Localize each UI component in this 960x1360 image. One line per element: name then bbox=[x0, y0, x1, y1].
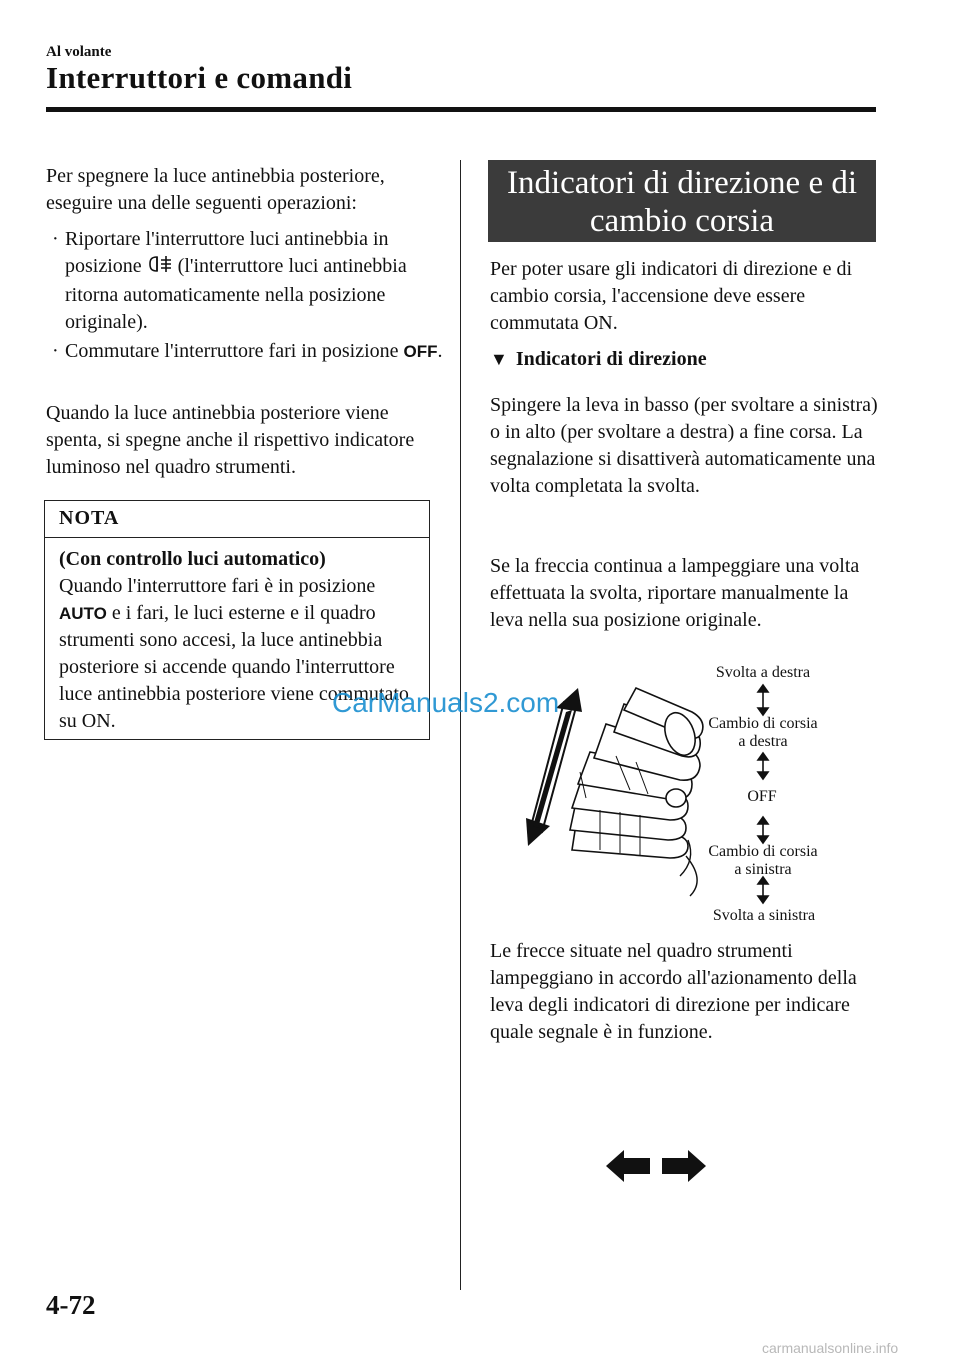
right-paragraph-1: Spingere la leva in basso (per svoltare a sinistra) o in alto (per svoltare a destra) a fine corsa. La segnalazione si disattiverà automaticamente una volta completata la svolta. bbox=[490, 394, 878, 497]
page-title: Interruttori e comandi bbox=[46, 60, 353, 95]
watermark: CarManuals2.com bbox=[332, 687, 560, 718]
bullet-list bbox=[46, 226, 446, 367]
subheading-turn-signals bbox=[490, 348, 707, 371]
section-label: Al volante bbox=[46, 44, 112, 60]
section-banner-title bbox=[488, 164, 876, 240]
subheading-marker: ▼ bbox=[490, 349, 508, 369]
note-header bbox=[45, 501, 429, 538]
note-subheading: (Con controllo luci automatico) bbox=[59, 548, 326, 570]
banner-line-1: Indicatori di direzione e di bbox=[506, 165, 858, 201]
section-banner bbox=[488, 160, 876, 242]
subheading-text: Indicatori di direzione bbox=[515, 348, 707, 370]
right-paragraph-3: Le frecce situate nel quadro strumenti lampeggiano in accordo all'azionamento della leva degli indicatori di direzione per indicare quale segnale è in funzione. bbox=[490, 940, 857, 1043]
bullet1-text-a: Riportare l'interruttore luci antinebbia in posizione bbox=[65, 228, 389, 277]
bullet-item: · Riportare l'interruttore luci antinebbia in posizione (l'interruttore luci antinebbia ritorna automaticamente nella posizione originale). bbox=[52, 228, 407, 333]
left-intro-paragraph: Per spegnere la luce antinebbia posteriore, eseguire una delle seguenti operazioni: bbox=[46, 165, 385, 214]
bullet2-end: . bbox=[437, 340, 443, 362]
label-turn-right: Svolta a destra bbox=[715, 664, 811, 681]
column-divider bbox=[460, 160, 461, 1290]
footer-site-mark: carmanualsonline.info bbox=[762, 1340, 899, 1356]
auto-symbol: AUTO bbox=[59, 604, 107, 623]
lever-positions bbox=[570, 688, 703, 858]
page-number: 4-72 bbox=[46, 1290, 96, 1320]
turn-signal-lever-diagram bbox=[520, 660, 880, 930]
page-navigation bbox=[604, 1148, 708, 1184]
bullet2-text: Commutare l'interruttore fari in posizione bbox=[65, 340, 399, 362]
previous-page-icon[interactable] bbox=[606, 1150, 650, 1182]
title-rule bbox=[46, 107, 876, 112]
right-intro-paragraph: Per poter usare gli indicatori di direzione e di cambio corsia, l'accensione deve essere commutata ON. bbox=[490, 258, 853, 334]
off-symbol: OFF bbox=[403, 342, 438, 361]
banner-line-2: cambio corsia bbox=[589, 203, 775, 239]
rear-fog-light-icon bbox=[147, 254, 173, 282]
note-text-a: Quando l'interruttore fari è in posizione bbox=[59, 575, 376, 597]
bullet-item: · Commutare l'interruttore fari in posizione OFF. bbox=[52, 340, 443, 362]
right-paragraph-2: Se la freccia continua a lampeggiare una volta effettuata la svolta, riportare manualmente la leva nella sua posizione originale. bbox=[490, 555, 860, 631]
label-turn-left: Svolta a sinistra bbox=[712, 907, 816, 924]
label-off: OFF bbox=[747, 788, 777, 805]
label-lane-change-left: Cambio di corsia a sinistra bbox=[708, 843, 818, 878]
bullet1-text-b: (l'interruttore luci antinebbia ritorna automaticamente nella posizione originale). bbox=[65, 255, 407, 333]
label-lane-change-right: Cambio di corsia a destra bbox=[708, 715, 818, 750]
next-page-icon[interactable] bbox=[662, 1150, 706, 1182]
left-closing-paragraph: Quando la luce antinebbia posteriore viene spenta, si spegne anche il rispettivo indicatore luminoso nel quadro strumenti. bbox=[46, 402, 415, 478]
note-heading: NOTA bbox=[59, 507, 120, 529]
note-text-b: e i fari, le luci esterne e il quadro strumenti sono accesi, la luce antinebbia posteriore si accende quando l'interruttore luce antinebbia posteriore viene commutato su ON. bbox=[59, 602, 409, 732]
